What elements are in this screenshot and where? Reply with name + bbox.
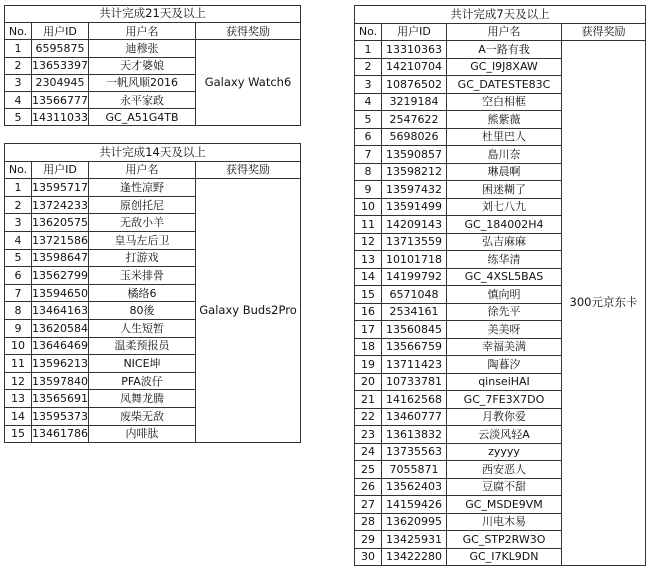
row-number: 13 [355,251,382,269]
table-title: 共计完成21天及以上 [5,6,301,23]
username-cell: NICE坤 [89,355,196,373]
table-row [355,41,646,59]
username-cell: 云淡风轻A [447,426,562,444]
header-award: 获得奖励 [562,23,646,41]
user-id-cell: 13713559 [382,233,447,251]
user-id-cell: 14162568 [382,391,447,409]
row-number: 22 [355,408,382,426]
row-number: 21 [355,391,382,409]
user-id-cell: 2534161 [382,303,447,321]
username-cell: 逢性凉野 [89,179,196,197]
row-number: 9 [5,319,32,337]
user-id-cell: 13597432 [382,181,447,199]
table-row [5,179,301,197]
user-id-cell: 13653397 [32,57,89,74]
header-no: No. [355,23,382,41]
username-cell: 内啡肽 [89,425,196,443]
row-number: 11 [355,216,382,234]
table-14-days [4,143,301,443]
row-number: 27 [355,496,382,514]
username-cell: 废柴无敌 [89,407,196,425]
username-cell: 人生短暂 [89,319,196,337]
user-id-cell: 13594650 [32,284,89,302]
row-number: 24 [355,443,382,461]
user-id-cell: 13560845 [382,321,447,339]
row-number: 15 [5,425,32,443]
header-user-id: 用户ID [382,23,447,41]
username-cell: 一帆风顺2016 [89,74,196,91]
username-cell: 月教你爱 [447,408,562,426]
row-number: 23 [355,426,382,444]
user-id-cell: 13425931 [382,531,447,549]
username-cell: 迪穆张 [89,40,196,57]
username-cell: A一路有我 [447,41,562,59]
username-cell: 皇马左后卫 [89,231,196,249]
username-cell: 玉米排骨 [89,267,196,285]
username-cell: zyyyy [447,443,562,461]
row-number: 7 [5,284,32,302]
user-id-cell: 13598212 [382,163,447,181]
username-cell: 天才婆娘 [89,57,196,74]
row-number: 30 [355,548,382,566]
username-cell: 弘吉麻麻 [447,233,562,251]
row-number: 1 [5,179,32,197]
username-cell: GC_DATESTE83C [447,76,562,94]
username-cell: GC_MSDE9VM [447,496,562,514]
table-21-days [4,5,301,126]
row-number: 12 [355,233,382,251]
row-number: 29 [355,531,382,549]
user-id-cell: 3219184 [382,93,447,111]
user-id-cell: 5698026 [382,128,447,146]
header-no: No. [5,161,32,179]
username-cell: PFA波仔 [89,372,196,390]
row-number: 8 [355,163,382,181]
award-cell: 300元京东卡 [562,41,646,566]
table-title: 共计完成7天及以上 [355,6,646,24]
table-body [5,179,301,443]
user-id-cell: 14159426 [382,496,447,514]
row-number: 10 [355,198,382,216]
user-id-cell: 10733781 [382,373,447,391]
row-number: 2 [355,58,382,76]
user-id-cell: 2304945 [32,74,89,91]
row-number: 6 [5,267,32,285]
header-username: 用户名 [89,161,196,179]
user-id-cell: 13595717 [32,179,89,197]
row-number: 16 [355,303,382,321]
row-number: 5 [5,109,32,126]
row-number: 2 [5,57,32,74]
username-cell: 凤舞龙腾 [89,390,196,408]
username-cell: GC_I9J8XAW [447,58,562,76]
award-cell: Galaxy Buds2Pro [196,179,301,443]
username-cell: GC_184002H4 [447,216,562,234]
username-cell: 打游戏 [89,249,196,267]
header-award: 获得奖励 [196,161,301,179]
row-number: 15 [355,286,382,304]
user-id-cell: 13724233 [32,196,89,214]
table-title: 共计完成14天及以上 [5,144,301,162]
username-cell: GC_7FE3X7DO [447,391,562,409]
username-cell: GC_4XSL5BAS [447,268,562,286]
user-id-cell: 13422280 [382,548,447,566]
header-user-id: 用户ID [32,161,89,179]
user-id-cell: 13464163 [32,302,89,320]
row-number: 4 [5,91,32,108]
username-cell: 刘七八九 [447,198,562,216]
username-cell: 琳晨啊 [447,163,562,181]
row-number: 2 [5,196,32,214]
row-number: 4 [5,231,32,249]
user-id-cell: 13598647 [32,249,89,267]
row-number: 25 [355,461,382,479]
table-row [5,40,301,57]
username-cell: 杜里巴人 [447,128,562,146]
row-number: 5 [355,111,382,129]
row-number: 14 [355,268,382,286]
award-cell: Galaxy Watch6 [196,40,301,126]
user-id-cell: 14210704 [382,58,447,76]
table-7-days [354,5,646,566]
username-cell: qinseiHAI [447,373,562,391]
row-number: 10 [5,337,32,355]
row-number: 3 [5,74,32,91]
user-id-cell: 14311033 [32,109,89,126]
row-number: 11 [5,355,32,373]
user-id-cell: 13565691 [32,390,89,408]
username-cell: 80後 [89,302,196,320]
row-number: 28 [355,513,382,531]
user-id-cell: 13620995 [382,513,447,531]
user-id-cell: 7055871 [382,461,447,479]
user-id-cell: 13461786 [32,425,89,443]
user-id-cell: 6571048 [382,286,447,304]
user-id-cell: 13735563 [382,443,447,461]
user-id-cell: 13620575 [32,214,89,232]
header-row [5,161,301,179]
row-number: 3 [355,76,382,94]
username-cell: 无敌小羊 [89,214,196,232]
row-number: 18 [355,338,382,356]
username-cell: GC_A51G4TB [89,109,196,126]
username-cell: 温柔预报员 [89,337,196,355]
row-number: 5 [5,249,32,267]
user-id-cell: 13566759 [382,338,447,356]
row-number: 8 [5,302,32,320]
header-award: 获得奖励 [196,23,301,40]
user-id-cell: 13595373 [32,407,89,425]
table-body [355,41,646,566]
user-id-cell: 13566777 [32,91,89,108]
header-row [355,23,646,41]
row-number: 9 [355,181,382,199]
header-row [5,23,301,40]
row-number: 14 [5,407,32,425]
row-number: 4 [355,93,382,111]
row-number: 3 [5,214,32,232]
user-id-cell: 10101718 [382,251,447,269]
user-id-cell: 13562799 [32,267,89,285]
username-cell: 熊紫薇 [447,111,562,129]
user-id-cell: 13310363 [382,41,447,59]
user-id-cell: 10876502 [382,76,447,94]
username-cell: 豆腐不甜 [447,478,562,496]
user-id-cell: 13646469 [32,337,89,355]
user-id-cell: 13562403 [382,478,447,496]
user-id-cell: 13591499 [382,198,447,216]
row-number: 13 [5,390,32,408]
row-number: 6 [355,128,382,146]
row-number: 26 [355,478,382,496]
username-cell: 空白相框 [447,93,562,111]
row-number: 7 [355,146,382,164]
row-number: 17 [355,321,382,339]
header-user-id: 用户ID [32,23,89,40]
user-id-cell: 13721586 [32,231,89,249]
user-id-cell: 13597840 [32,372,89,390]
username-cell: 橘络6 [89,284,196,302]
username-cell: GC_I7KL9DN [447,548,562,566]
row-number: 12 [5,372,32,390]
username-cell: 幸福美满 [447,338,562,356]
user-id-cell: 6595875 [32,40,89,57]
username-cell: 陶暮汐 [447,356,562,374]
user-id-cell: 13460777 [382,408,447,426]
header-username: 用户名 [89,23,196,40]
username-cell: 永平家政 [89,91,196,108]
username-cell: 原创托尼 [89,196,196,214]
header-username: 用户名 [447,23,562,41]
username-cell: 島川奈 [447,146,562,164]
username-cell: 慎向明 [447,286,562,304]
username-cell: 徐先平 [447,303,562,321]
user-id-cell: 13620584 [32,319,89,337]
row-number: 1 [355,41,382,59]
header-no: No. [5,23,32,40]
user-id-cell: 13590857 [382,146,447,164]
username-cell: 川电木易 [447,513,562,531]
username-cell: 美美呀 [447,321,562,339]
username-cell: 困迷糊了 [447,181,562,199]
user-id-cell: 13596213 [32,355,89,373]
user-id-cell: 13613832 [382,426,447,444]
username-cell: GC_STP2RW3O [447,531,562,549]
user-id-cell: 14209143 [382,216,447,234]
username-cell: 练华清 [447,251,562,269]
row-number: 1 [5,40,32,57]
username-cell: 西安恶人 [447,461,562,479]
row-number: 20 [355,373,382,391]
user-id-cell: 13711423 [382,356,447,374]
row-number: 19 [355,356,382,374]
user-id-cell: 14199792 [382,268,447,286]
table-body [5,40,301,126]
user-id-cell: 2547622 [382,111,447,129]
